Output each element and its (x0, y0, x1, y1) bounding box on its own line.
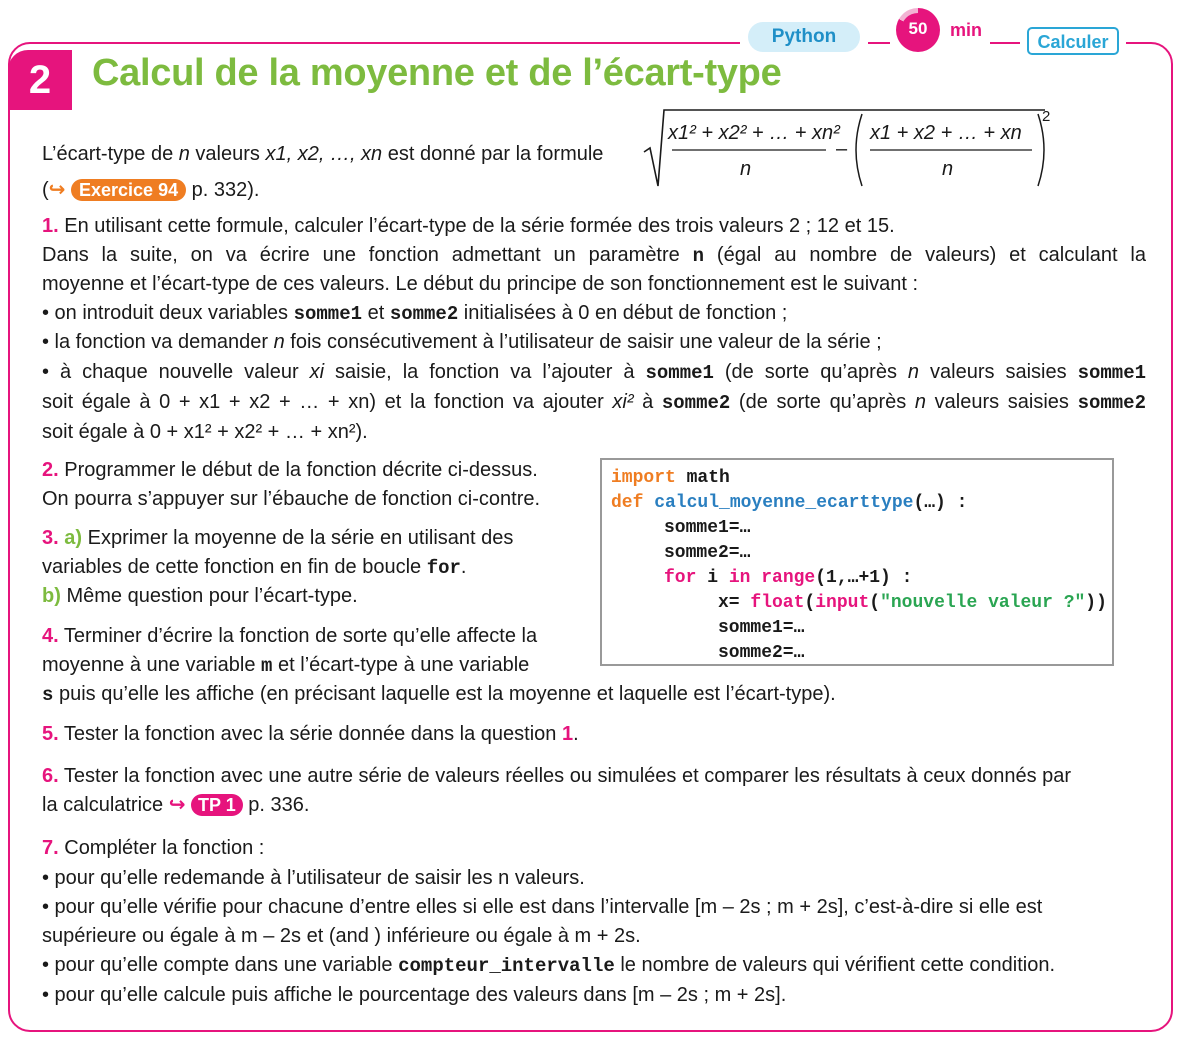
bullet-1: • on introduit deux variables somme1 et somme2 initialisées à 0 en début de fonction ; (42, 302, 788, 325)
question-4: 4. Terminer d’écrire la fonction de sorte qu’elle affecte la (42, 625, 538, 647)
code-line-5: for i in range(1,…+1) : (664, 568, 913, 588)
question-4-end: s puis qu’elle les affiche (en précisant laquelle est la moyenne et laquelle est l’écart-type). (42, 683, 836, 706)
bullet-2: • la fonction va demander n fois consécutivement à l’utilisateur de saisir une valeur de la série ; (42, 331, 882, 353)
question-7-b1: • pour qu’elle redemande à l’utilisateur de saisir les n valeurs. (42, 867, 585, 889)
intro-ref: (↪ Exercice 94 p. 332). (42, 179, 260, 201)
intro-line: L’écart-type de n valeurs x1, x2, …, xn est donné par la formule (42, 143, 604, 165)
question-1: 1. En utilisant cette formule, calculer l’écart-type de la série formée des trois valeurs 2 ; 12 et 15. (42, 215, 895, 237)
arrow-icon: ↪ (48, 179, 66, 201)
formula-den1: n (740, 158, 752, 180)
question-7-b5: • pour qu’elle calcule puis affiche le pourcentage des valeurs dans [m – 2s ; m + 2s]. (42, 984, 787, 1006)
question-3-cont: variables de cette fonction en fin de boucle for. (42, 556, 467, 579)
stddev-formula (640, 104, 1060, 190)
question-4-cont: moyenne à une variable m et l’écart-type à une variable (42, 654, 530, 677)
question-2: 2. Programmer le début de la fonction décrite ci-dessus. (42, 459, 538, 481)
question-3b: b) Même question pour l’écart-type. (42, 585, 358, 607)
question-3: 3. a) Exprimer la moyenne de la série en utilisant des (42, 527, 514, 549)
arrow-icon: ↪ (168, 794, 186, 816)
formula-num2: x1 + x2 + … + xn (870, 122, 1022, 144)
timer-icon (896, 8, 940, 52)
formula-num1: x1² + x2² + … + xn² (668, 122, 840, 144)
exercise-ref-badge[interactable]: Exercice 94 (71, 179, 186, 201)
code-line-2: def calcul_moyenne_ecarttype(…) : (611, 493, 968, 513)
question-6: 6. Tester la fonction avec une autre série de valeurs réelles ou simulées et comparer les résultats à ceux donnés par (42, 765, 1072, 787)
intro-values: x1, x2, …, xn (265, 143, 383, 165)
code-box (600, 458, 1114, 666)
code-line-6: x= float(input("nouvelle valeur ?")) (718, 593, 1107, 613)
question-7-b2: • pour qu’elle vérifie pour chacune d’entre elles si elle est dans l’intervalle [m – 2s ; m + 2s], c’est-à-dire si elle est (42, 896, 1043, 918)
code-line-4: somme2=… (664, 543, 751, 563)
formula-minus: – (836, 138, 848, 160)
question-7-b3: supérieure ou égale à m – 2s et (and ) inférieure ou égale à m + 2s. (42, 925, 641, 947)
timer-value: 50 (908, 19, 928, 38)
formula-power: 2 (1042, 108, 1051, 125)
question-5: 5. Tester la fonction avec la série donnée dans la question 1. (42, 723, 579, 745)
bullet-3-cont: soit égale à 0 + x1 + x2 + … + xn) et la fonction va ajouter xi² à somme2 (de sorte qu’après n valeurs saisies somme2 (42, 391, 1146, 414)
calculer-tag: Calculer (1027, 27, 1119, 55)
bullet-3-end: soit égale à 0 + x1² + x2² + … + xn²). (42, 421, 368, 443)
code-line-1: import math (611, 468, 730, 488)
question-7: 7. Compléter la fonction : (42, 837, 265, 859)
question-2-cont: On pourra s’appuyer sur l’ébauche de fonction ci-contre. (42, 488, 541, 510)
exercise-number: 2 (8, 50, 72, 110)
exercise-title: Calcul de la moyenne et de l’écart-type (92, 52, 782, 94)
timer-unit: min (946, 20, 986, 41)
paragraph-line-1: Dans la suite, on va écrire une fonction admettant un paramètre n (égal au nombre de valeurs) et calculant la (42, 244, 1146, 267)
paragraph-line-2: moyenne et l’écart-type de ces valeurs. Le début du principe de son fonctionnement est le suivant : (42, 273, 919, 295)
bullet-3: • à chaque nouvelle valeur xi saisie, la fonction va l’ajouter à somme1 (de sorte qu’après n valeurs saisies somme1 (42, 361, 1147, 384)
code-line-7: somme1=… (718, 618, 805, 638)
question-6-cont: la calculatrice ↪ TP 1 p. 336. (42, 794, 310, 816)
tp-ref-badge[interactable]: TP 1 (191, 794, 243, 816)
code-line-3: somme1=… (664, 518, 751, 538)
code-line-8: somme2=… (718, 643, 805, 663)
question-7-b4: • pour qu’elle compte dans une variable compteur_intervalle le nombre de valeurs qui vérifient cette condition. (42, 954, 1056, 977)
formula-den2: n (942, 158, 954, 180)
python-tag: Python (748, 22, 860, 52)
